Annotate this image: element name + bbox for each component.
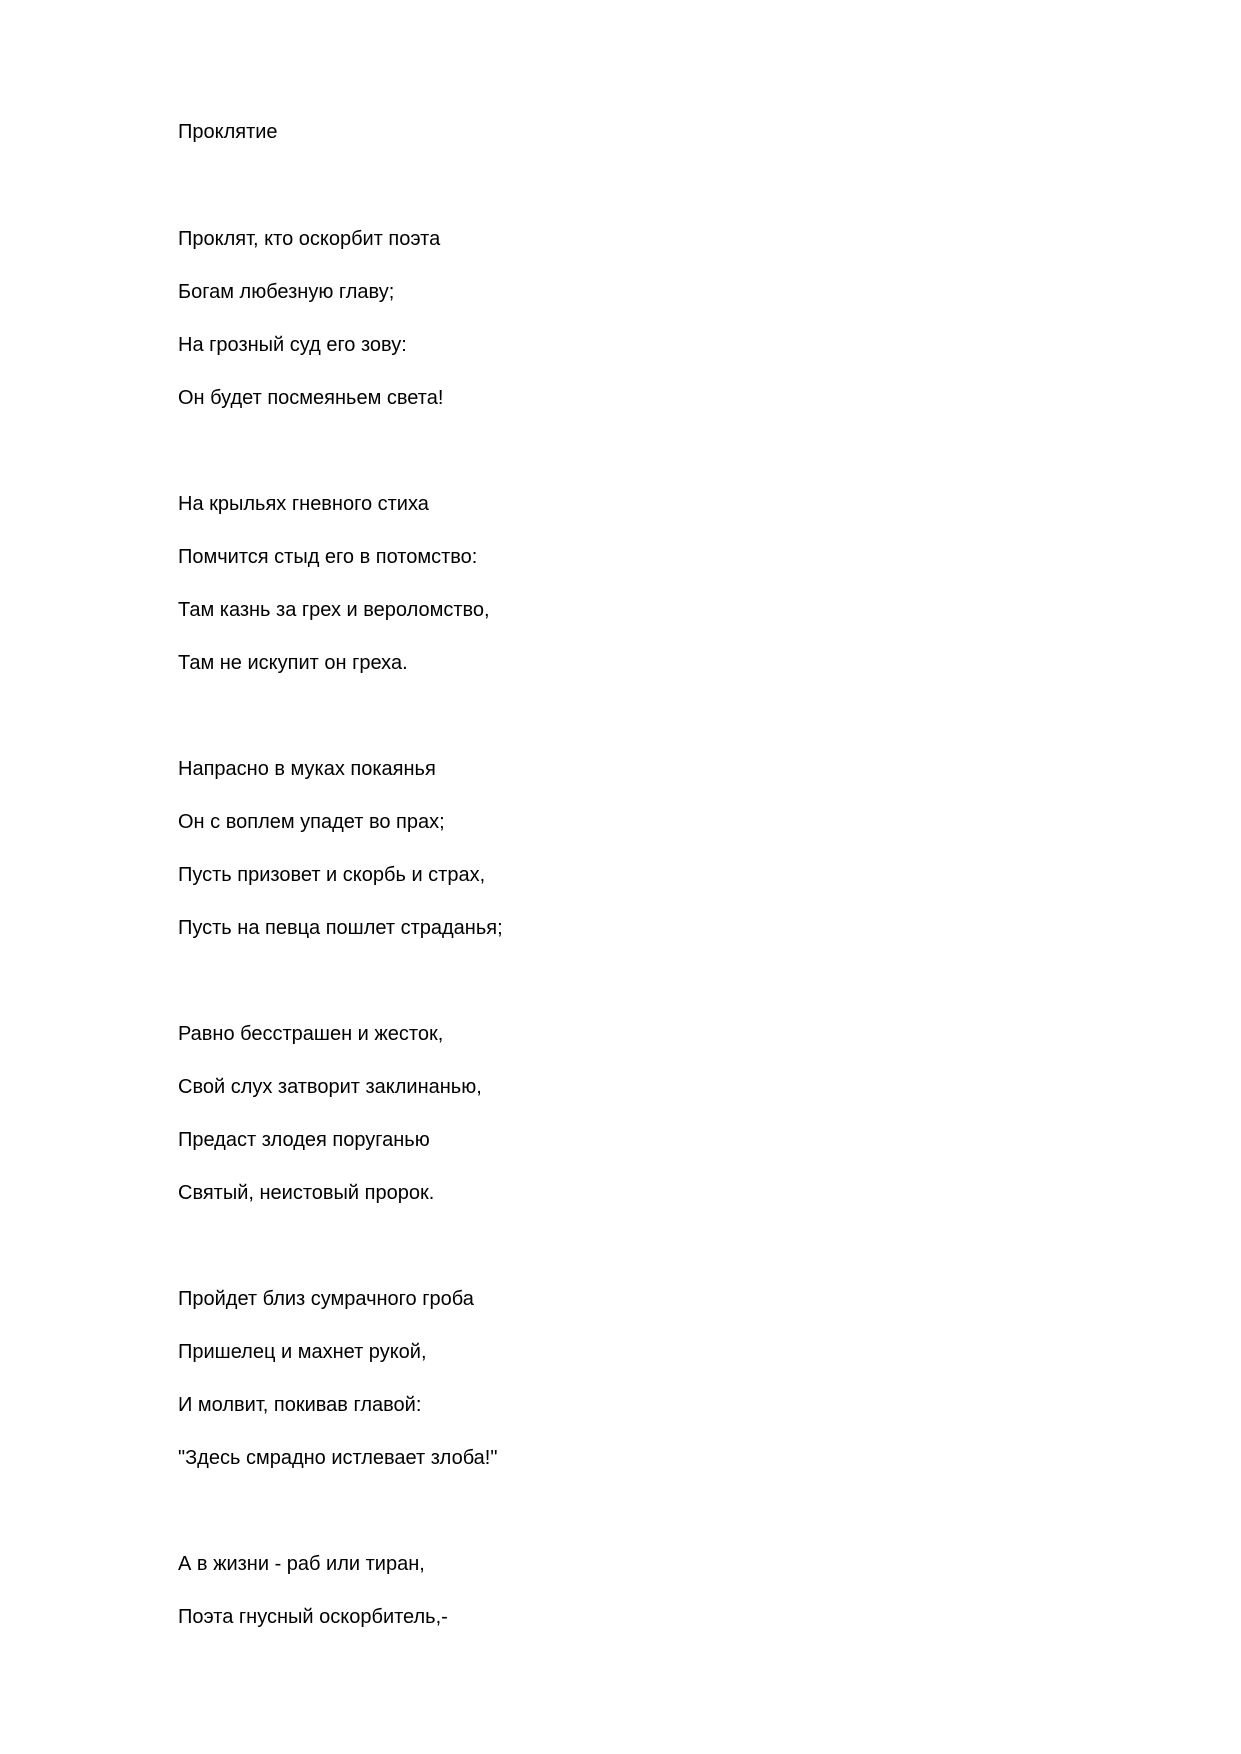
stanza-5-line-4: "Здесь смрадно истлевает злоба!" <box>178 1447 498 1469</box>
stanza-3-line-1: Напрасно в муках покаянья <box>178 758 436 780</box>
stanza-4-line-3: Предаст злодея поруганью <box>178 1129 430 1151</box>
stanza-5-line-3: И молвит, покивав главой: <box>178 1394 422 1416</box>
stanza-6-line-2: Поэта гнусный оскорбитель,- <box>178 1606 448 1628</box>
stanza-1-line-3: На грозный суд его зову: <box>178 334 407 356</box>
stanza-2-line-4: Там не искупит он греха. <box>178 652 408 674</box>
stanza-6-line-1: А в жизни - раб или тиран, <box>178 1553 425 1575</box>
stanza-1-line-2: Богам любезную главу; <box>178 281 395 303</box>
stanza-4-line-4: Святый, неистовый пророк. <box>178 1182 435 1204</box>
stanza-2-line-1: На крыльях гневного стиха <box>178 493 429 515</box>
stanza-5-line-2: Пришелец и махнет рукой, <box>178 1341 427 1363</box>
poem-title: Проклятие <box>178 121 278 143</box>
stanza-3-line-2: Он с воплем упадет во прах; <box>178 811 445 833</box>
stanza-2-line-3: Там казнь за грех и вероломство, <box>178 599 490 621</box>
stanza-4-line-2: Свой слух затворит заклинанью, <box>178 1076 482 1098</box>
stanza-3-line-3: Пусть призовет и скорбь и страх, <box>178 864 486 886</box>
stanza-5-line-1: Пройдет близ сумрачного гроба <box>178 1288 474 1310</box>
stanza-1-line-1: Проклят, кто оскорбит поэта <box>178 228 441 250</box>
stanza-2-line-2: Помчится стыд его в потомство: <box>178 546 478 568</box>
stanza-1-line-4: Он будет посмеяньем света! <box>178 387 444 409</box>
stanza-3-line-4: Пусть на певца пошлет страданья; <box>178 917 503 939</box>
stanza-4-line-1: Равно бесстрашен и жесток, <box>178 1023 444 1045</box>
